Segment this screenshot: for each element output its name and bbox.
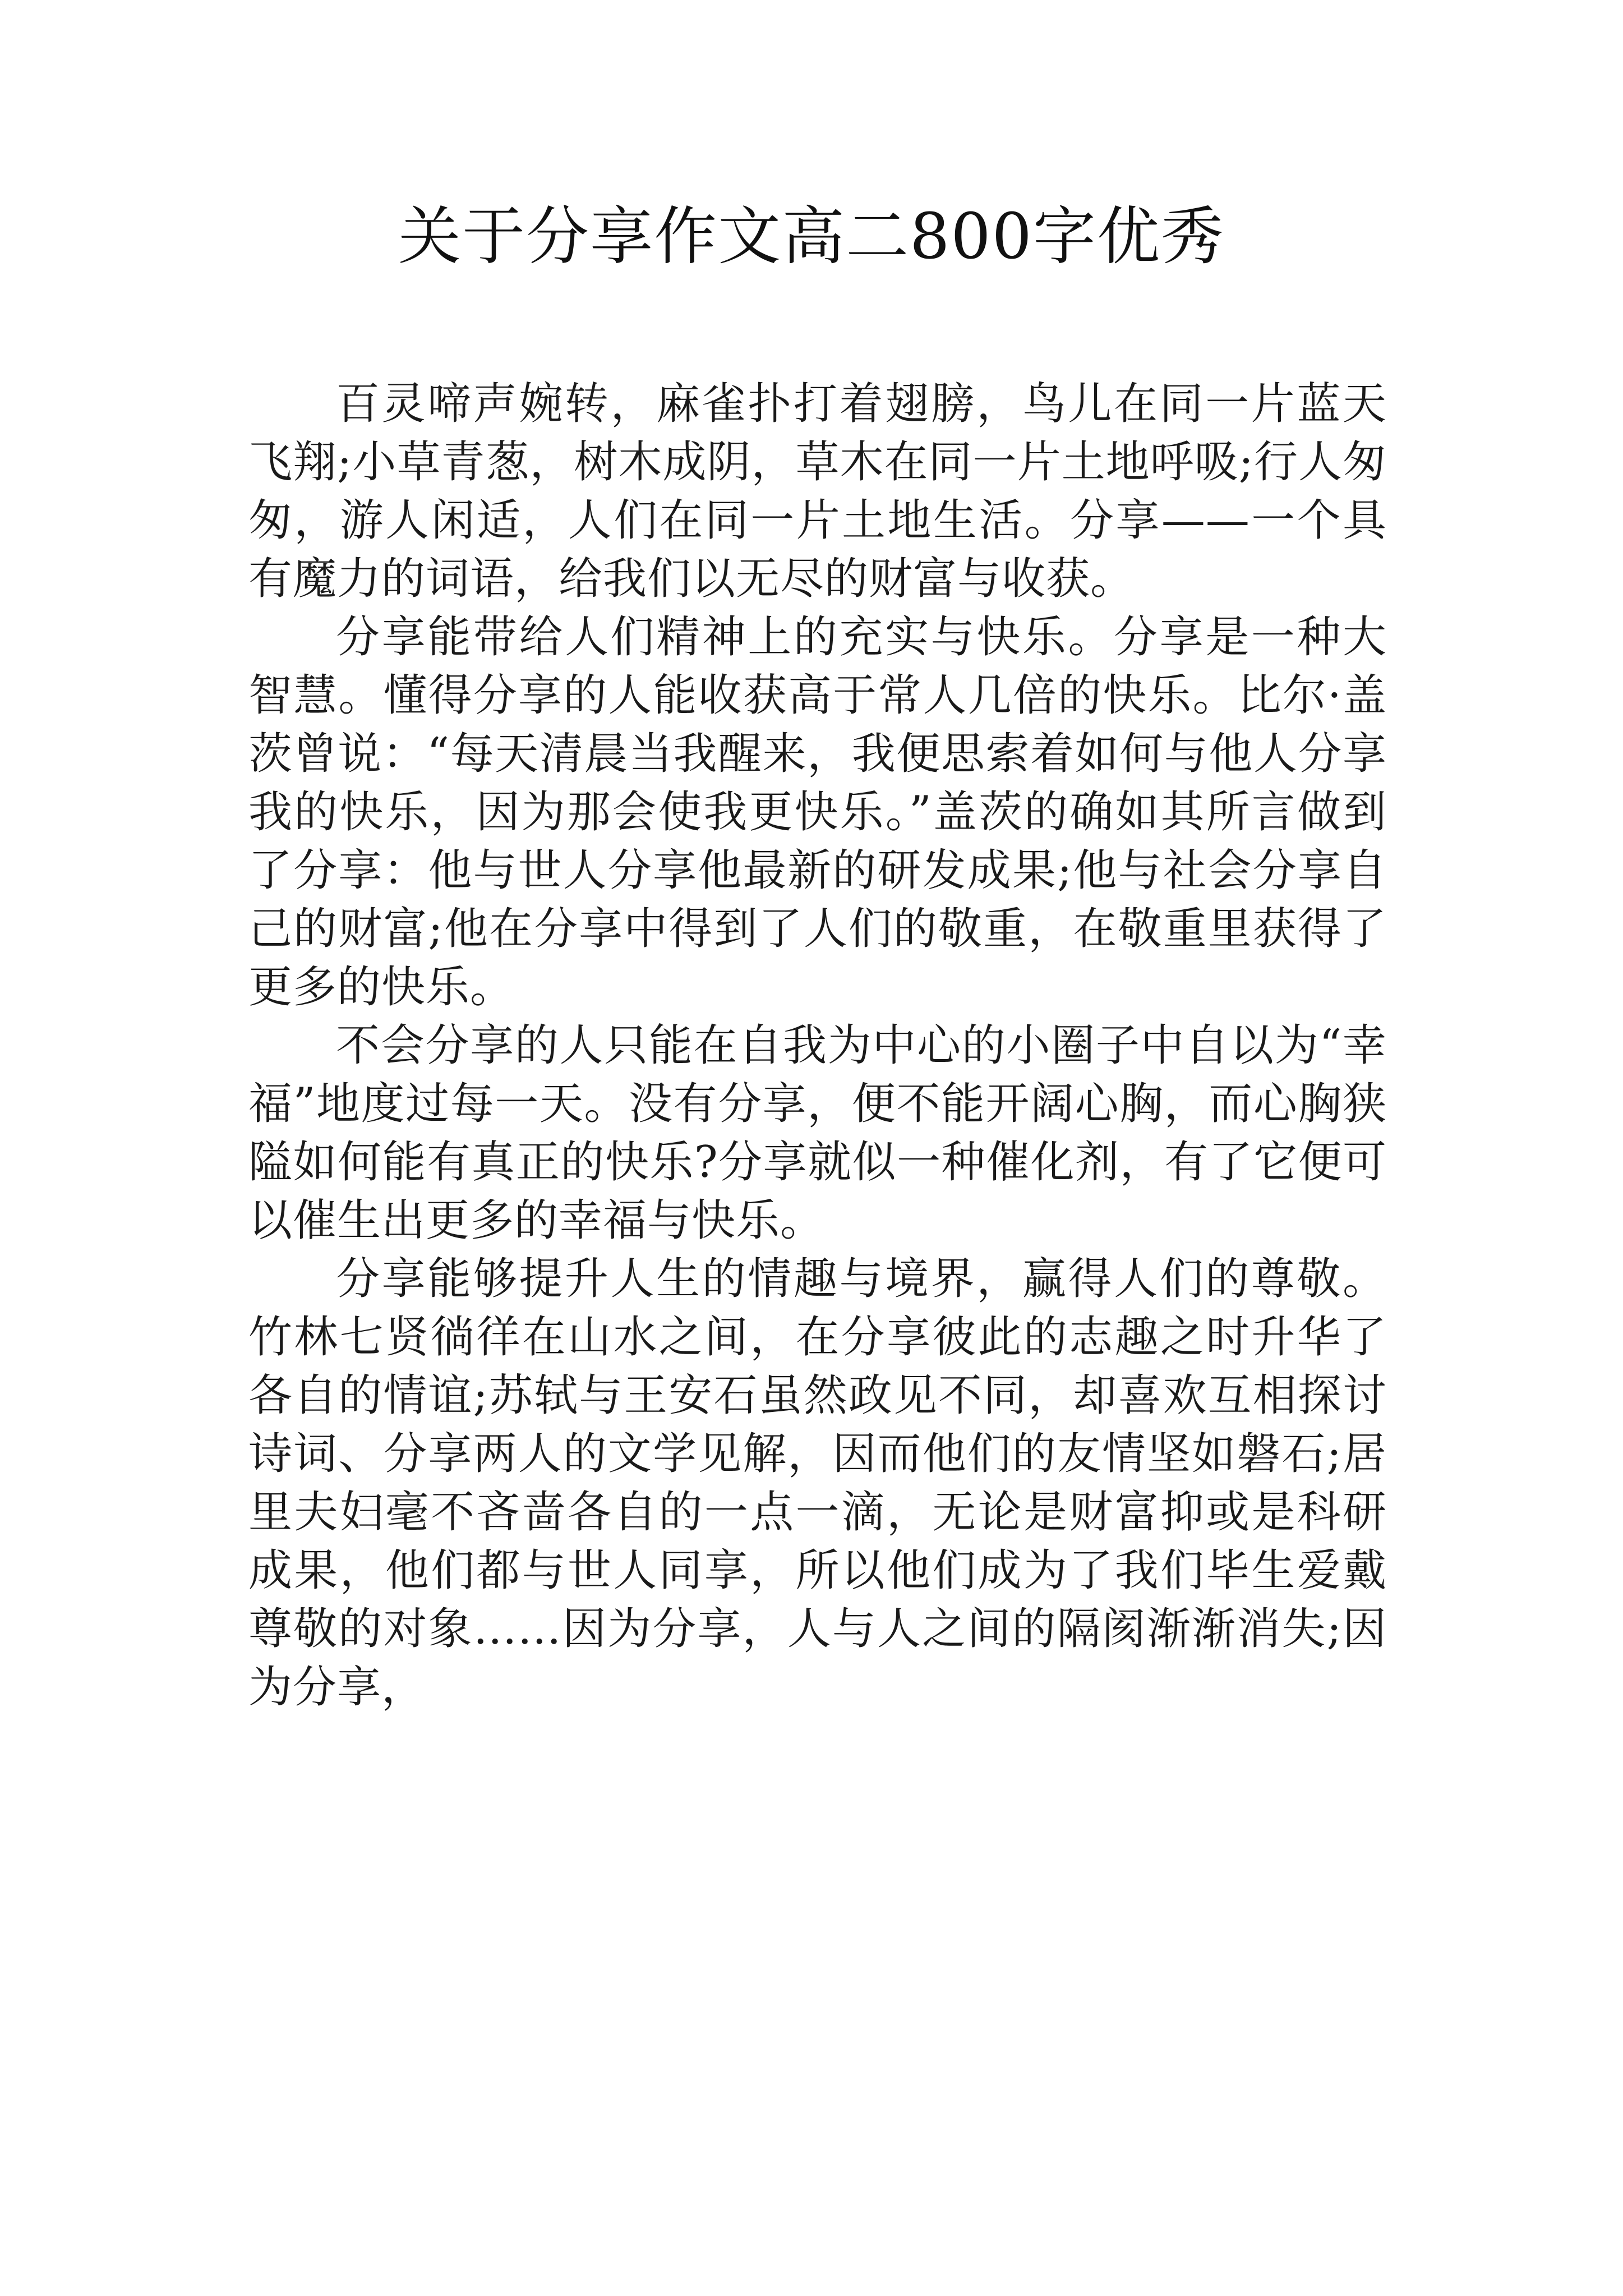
paragraph-4: 分享能够提升人生的情趣与境界，赢得人们的尊敬。竹林七贤徜徉在山水之间，在分享彼此的志趣之时升华了各自的情谊;苏轼与王安石虽然政见不同，却喜欢互相探讨诗词、分享两人的文学见解，因而他们的友情坚如磐石;居里夫妇毫不吝啬各自的一点一滴，无论是财富抑或是科研成果，他们都与世人同享，所以他们成为了我们毕生爱戴尊敬的对象……因为分享，人与人之间的隔阂渐渐消失;因为分享，: [248, 1254, 1387, 1713]
document-body: [248, 375, 1387, 1717]
paragraph-1: 百灵啼声婉转，麻雀扑打着翅膀，鸟儿在同一片蓝天飞翔;小草青葱，树木成阴，草木在同一片土地呼吸;行人匆匆，游人闲适，人们在同一片土地生活。分享——一个具有魔力的词语，给我们以无尽的财富与收获。: [248, 379, 1387, 604]
paragraph-3: 不会分享的人只能在自我为中心的小圈子中自以为“幸福”地度过每一天。没有分享，便不能开阔心胸，而心胸狭隘如何能有真正的快乐?分享就似一种催化剂，有了它便可以催生出更多的幸福与快乐。: [248, 1020, 1387, 1246]
paragraph-2: 分享能带给人们精神上的充实与快乐。分享是一种大智慧。懂得分享的人能收获高于常人几倍的快乐。比尔·盖茨曾说：“每天清晨当我醒来，我便思索着如何与他人分享我的快乐，因为那会使我更快乐。”盖茨的确如其所言做到了分享：他与世人分享他最新的研发成果;他与社会分享自己的财富;他在分享中得到了人们的敬重，在敬重里获得了更多的快乐。: [248, 612, 1387, 1013]
document-title: 关于分享作文高二800字优秀: [398, 200, 1225, 273]
